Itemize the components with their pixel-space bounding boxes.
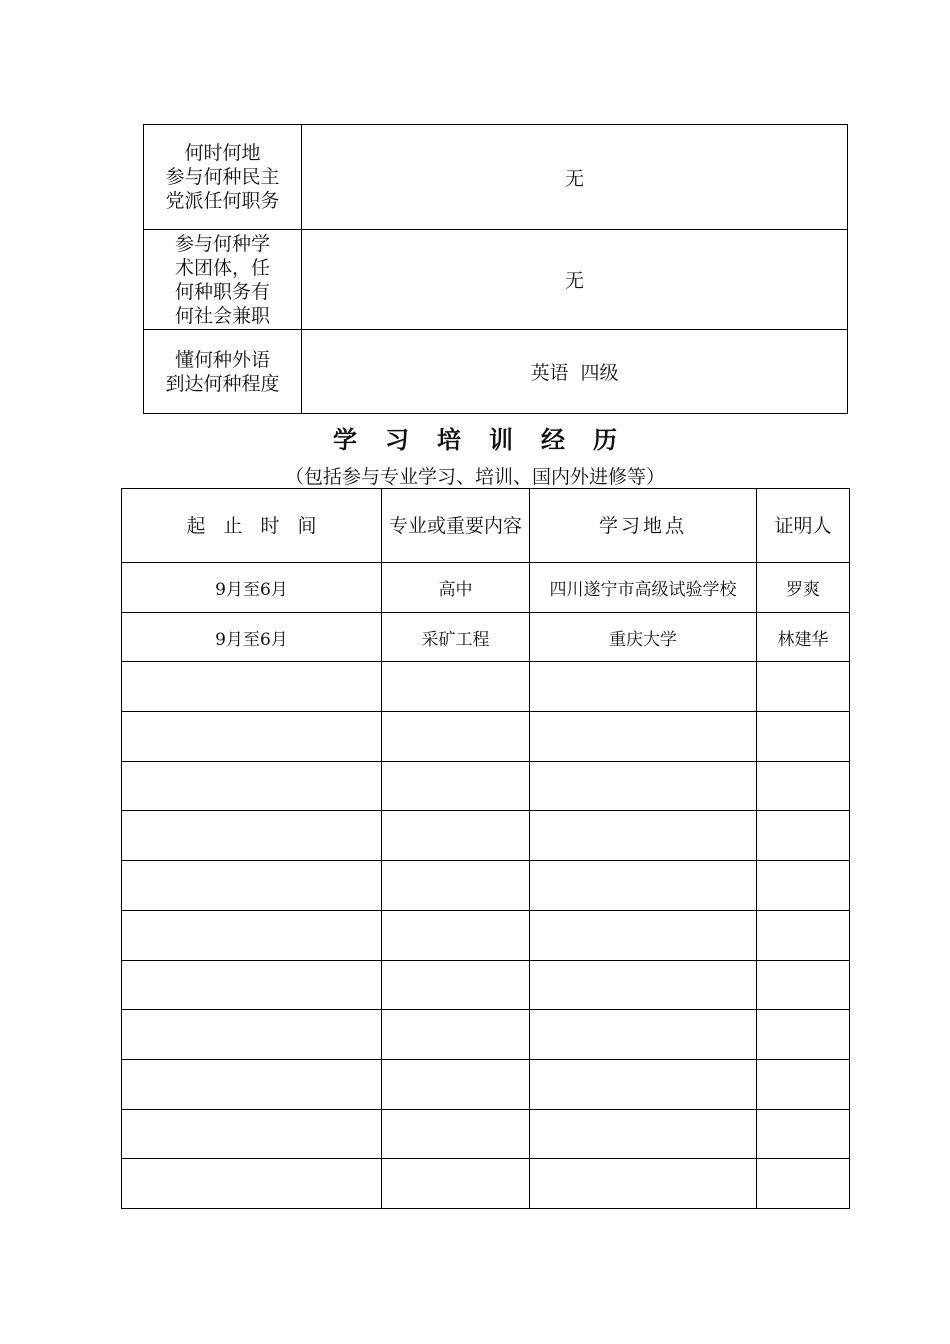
cell-major bbox=[382, 1059, 530, 1109]
header-location: 学习地点 bbox=[530, 489, 757, 563]
cell-witness: 罗爽 bbox=[757, 563, 850, 613]
cell-major bbox=[382, 712, 530, 762]
cell-witness bbox=[757, 861, 850, 911]
info-label: 懂何种外语 到达何种程度 bbox=[144, 330, 302, 414]
cell-witness bbox=[757, 1159, 850, 1209]
cell-location bbox=[530, 1010, 757, 1060]
cell-location: 重庆大学 bbox=[530, 612, 757, 662]
info-value: 英语 四级 bbox=[302, 330, 848, 414]
cell-period bbox=[122, 712, 382, 762]
cell-period bbox=[122, 761, 382, 811]
info-value: 无 bbox=[302, 230, 848, 330]
table-row bbox=[122, 910, 850, 960]
info-value: 无 bbox=[302, 125, 848, 230]
section-subtitle: （包括参与专业学习、培训、国内外进修等） bbox=[284, 466, 665, 488]
cell-major bbox=[382, 910, 530, 960]
table-row bbox=[122, 1010, 850, 1060]
table-header-row bbox=[122, 489, 850, 563]
cell-witness bbox=[757, 712, 850, 762]
cell-witness bbox=[757, 910, 850, 960]
cell-major bbox=[382, 761, 530, 811]
cell-location bbox=[530, 960, 757, 1010]
info-label: 参与何种学 术团体，任 何种职务有 何社会兼职 bbox=[144, 230, 302, 330]
cell-witness bbox=[757, 811, 850, 861]
cell-period: 9月至6月 bbox=[122, 563, 382, 613]
table-row bbox=[122, 1059, 850, 1109]
cell-major bbox=[382, 861, 530, 911]
cell-location bbox=[530, 761, 757, 811]
info-table bbox=[143, 124, 848, 414]
cell-witness: 林建华 bbox=[757, 612, 850, 662]
info-row bbox=[144, 125, 848, 230]
cell-major bbox=[382, 1109, 530, 1159]
table-row bbox=[122, 563, 850, 613]
cell-major bbox=[382, 1010, 530, 1060]
cell-location: 四川遂宁市高级试验学校 bbox=[530, 563, 757, 613]
cell-witness bbox=[757, 1059, 850, 1109]
cell-period bbox=[122, 1059, 382, 1109]
cell-witness bbox=[757, 1109, 850, 1159]
table-row bbox=[122, 612, 850, 662]
info-row bbox=[144, 230, 848, 330]
cell-witness bbox=[757, 960, 850, 1010]
table-row bbox=[122, 1159, 850, 1209]
table-row bbox=[122, 662, 850, 712]
cell-major bbox=[382, 662, 530, 712]
cell-location bbox=[530, 861, 757, 911]
cell-period bbox=[122, 1010, 382, 1060]
study-table bbox=[121, 488, 850, 1209]
table-row bbox=[122, 761, 850, 811]
header-witness: 证明人 bbox=[757, 489, 850, 563]
cell-witness bbox=[757, 1010, 850, 1060]
table-row bbox=[122, 1109, 850, 1159]
info-label: 何时何地 参与何种民主 党派任何职务 bbox=[144, 125, 302, 230]
header-major: 专业或重要内容 bbox=[382, 489, 530, 563]
cell-period bbox=[122, 1159, 382, 1209]
table-row bbox=[122, 811, 850, 861]
cell-period bbox=[122, 861, 382, 911]
cell-major bbox=[382, 1159, 530, 1209]
header-period: 起止时间 bbox=[122, 489, 382, 563]
cell-period bbox=[122, 811, 382, 861]
cell-location bbox=[530, 811, 757, 861]
cell-major: 采矿工程 bbox=[382, 612, 530, 662]
cell-period: 9月至6月 bbox=[122, 612, 382, 662]
cell-location bbox=[530, 1059, 757, 1109]
cell-location bbox=[530, 910, 757, 960]
cell-period bbox=[122, 960, 382, 1010]
cell-major bbox=[382, 960, 530, 1010]
cell-location bbox=[530, 1109, 757, 1159]
cell-period bbox=[122, 910, 382, 960]
cell-major bbox=[382, 811, 530, 861]
cell-major: 高中 bbox=[382, 563, 530, 613]
table-row bbox=[122, 861, 850, 911]
cell-witness bbox=[757, 662, 850, 712]
cell-location bbox=[530, 1159, 757, 1209]
section-title: 学习培训经历 bbox=[333, 425, 645, 454]
cell-location bbox=[530, 662, 757, 712]
info-row bbox=[144, 330, 848, 414]
cell-location bbox=[530, 712, 757, 762]
cell-period bbox=[122, 1109, 382, 1159]
cell-witness bbox=[757, 761, 850, 811]
table-row bbox=[122, 960, 850, 1010]
table-row bbox=[122, 712, 850, 762]
cell-period bbox=[122, 662, 382, 712]
